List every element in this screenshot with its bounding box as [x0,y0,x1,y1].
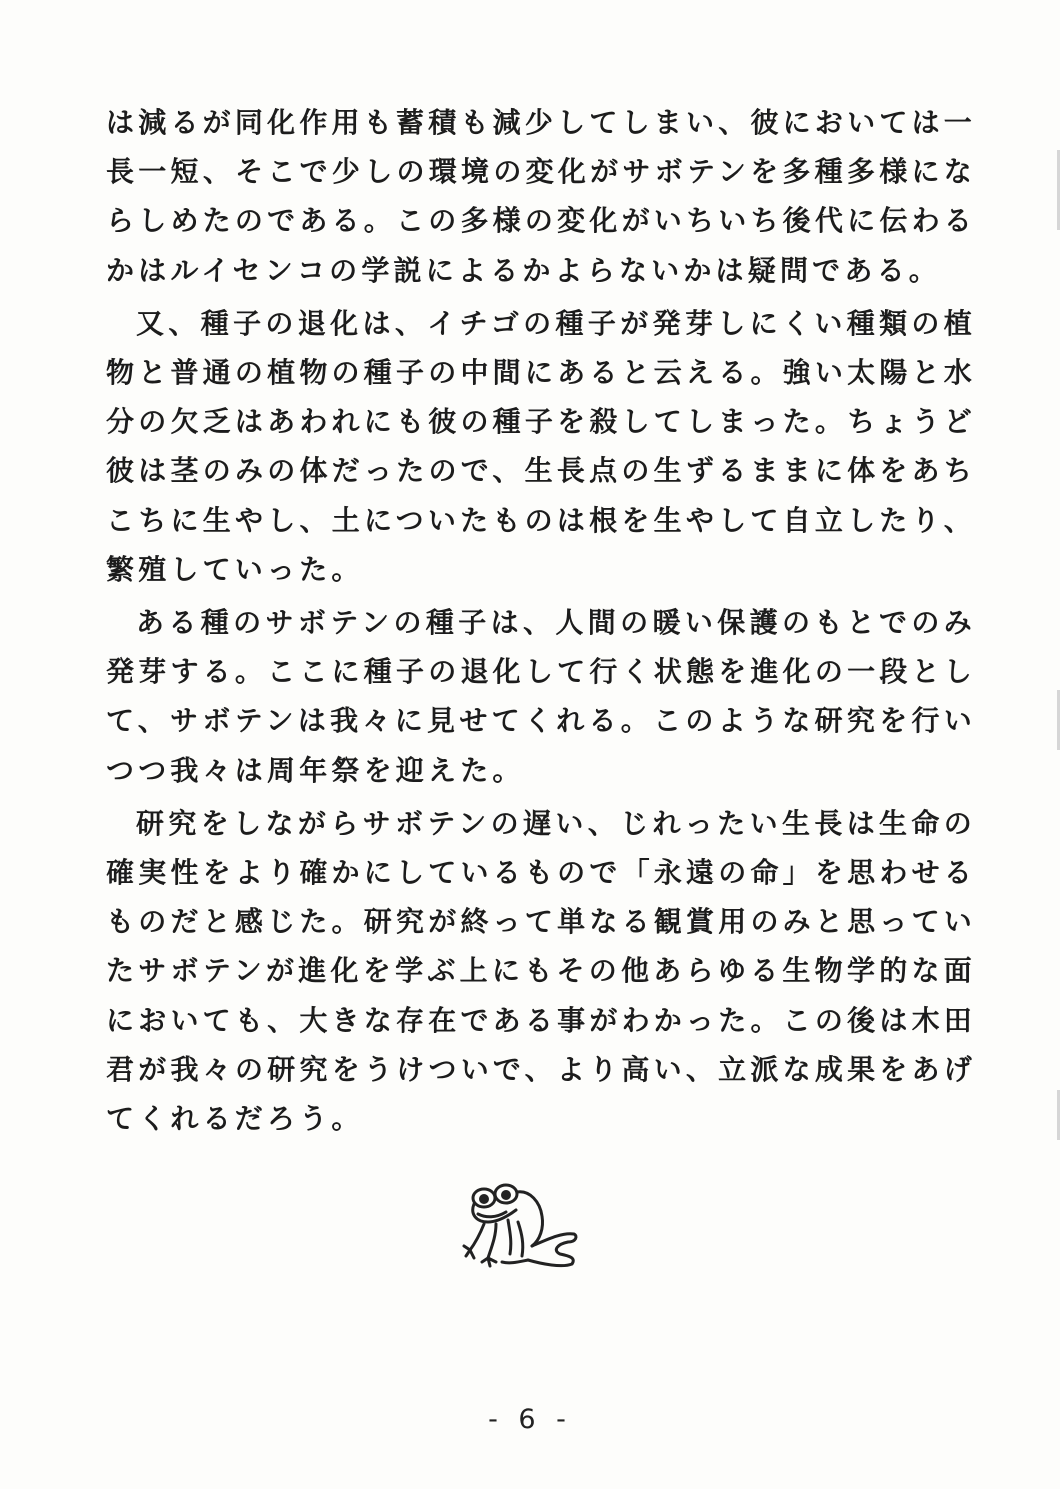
paragraph-3: ある種のサボテンの種子は、人間の暖い保護のもとでのみ発芽する。ここに種子の退化して行く状態を進化の一段として、サボテンは我々に見せてくれる。このような研究を行いつつ我々は周年祭を迎えた。 [106,606,976,787]
frog-sketch-icon [462,1180,582,1280]
paragraph-2: 又、種子の退化は、イチゴの種子が発芽しにくい種類の植物と普通の植物の種子の中間にあると云える。強い太陽と水分の欠乏はあわれにも彼の種子を殺してしまった。ちょうど彼は茎のみの体だったので、生長点の生ずるままに体をあちこちに生やし、土についたものは根を生やして自立したり、繁殖していった。 [106,306,976,586]
body-text [106,98,976,1143]
paragraph-1: は減るが同化作用も蓄積も減少してしまい、彼においては一長一短、そこで少しの環境の変化がサボテンを多種多様にならしめたのである。この多様の変化がいちいち後代に伝わるかはルイセンコの学説によるかよらないかは疑問である。 [106,106,976,287]
page-number: - 6 - [488,1404,572,1435]
paragraph-4: 研究をしながらサボテンの遅い、じれったい生長は生命の確実性をより確かにしているもので「永遠の命」を思わせるものだと感じた。研究が終って単なる観賞用のみと思っていたサボテンが進化を学ぶ上にもその他あらゆる生物学的な面においても、大きな存在である事がわかった。この後は木田君が我々の研究をうけついで、より高い、立派な成果をあげてくれるだろう。 [106,806,976,1136]
